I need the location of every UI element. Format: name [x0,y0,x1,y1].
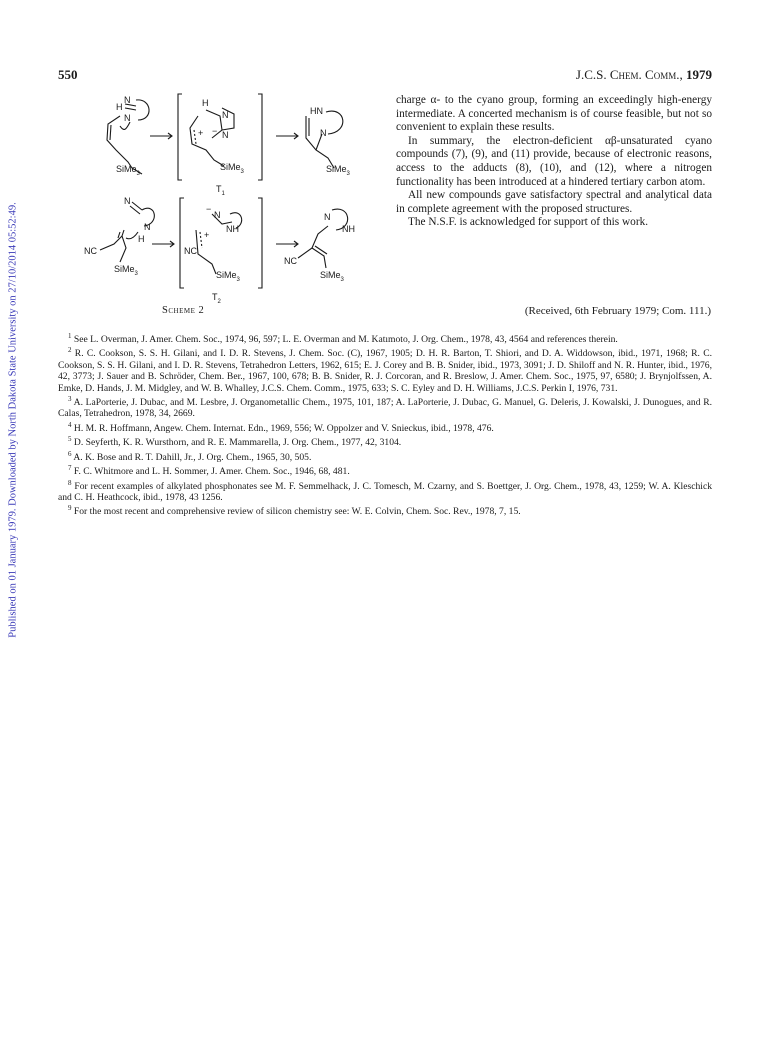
reference-item: $^6$ A. K. Bose and R. T. Dahill, Jr., J. Org. Chem., 1965, 30, 505. [68,449,312,463]
scheme-row1-product [306,106,351,177]
references [58,331,712,518]
download-watermark-text: Published on 01 January 1979. Downloaded by North Dakota State University on 27/10/2014 05:52:49. [7,202,19,638]
body-paragraph: charge α- to the cyano group, forming an exceedingly high-energy intermediate. A concerted mechanism is of course feasible, but not so convenient to explain these results. [396,94,712,134]
nc-label: NC [84,246,97,256]
sime3-label: SiMe$_3$ [220,162,244,175]
journal-year: 1979 [686,67,712,82]
download-watermark [4,180,22,660]
nc-label: NC [284,256,297,266]
hn-label: HN [310,106,323,116]
n-label: N [222,110,229,120]
reaction-arrow [150,133,172,139]
n-label: N [124,196,131,206]
nc-label: NC [184,246,197,256]
n-label: N [324,212,331,222]
t1-label: $T_1$ [216,184,225,197]
page-number: 550 [58,67,78,82]
reaction-arrow [276,241,298,247]
sime3-label: SiMe$_3$ [326,164,350,177]
reference-item: $^8$ For recent examples of alkylated phosphonates see M. F. Semmelhack, J. C. Tomesch, M. Czarny, and S. Boettger, J. Org. Chem., 1978, 43, 1259; W. A. Kleschick and C. H. Heathcock, ibid., 1978, 43 1256. [58,478,712,504]
body-text [396,94,712,230]
n-label: N [124,95,131,105]
running-header: J.C.S. Chem. Comm., 1979 [575,67,712,82]
reaction-arrow [152,241,174,247]
t2-label: $T_2$ [212,292,221,303]
sime3-label: SiMe$_3$ [216,270,240,283]
reference-item: $^2$ R. C. Cookson, S. S. H. Gilani, and I. D. R. Stevens, J. Chem. Soc. (C), 1967, 1905; D. H. R. Barton, T. Shiori, and D. A. Widdowson, ibid., 1971, 1968; R. C. Cookson, S. S. H. Gilani, and I. D. R. Stevens, Tetrahedron Letters, 1962, 615; E. J. Corey and B. B. Snider, ibid., 1973, 3091; J. D. Shiloff and N. R. Hunter, ibid., 1976, 42, 3773; J. Sauer and B. Schröder, Chem. Ber., 1967, 100, 678; B. B. Snider, R. J. Corcoran, and R. Breslow, J. Amer. Chem. Soc., 1975, 97, 6580; J. Brynjolfssen, A. Emke, D. Hands, J. M. Midgley, and W. B. Whalley, J.C.S. Chem. Comm., 1975, 633; S. C. Eyley and D. H. Williams, J.C.S. Perkin I, 1976, 731. [58,346,712,394]
sime3-label: SiMe$_3$ [116,164,140,177]
received-date: (Received, 6th February 1979; Com. 111.) [524,305,711,317]
n-label: N [222,130,229,140]
plus-label: + [204,230,210,240]
sime3-label: SiMe$_3$ [114,264,138,277]
reference-item: $^3$ A. LaPorterie, J. Dubac, and M. Lesbre, J. Organometallic Chem., 1975, 101, 187; A. LaPorterie, J. Dubac, G. Manuel, G. Deleris, J. Kowalski, J. Dunogues, and R. Calas, Tetrahedron, 1978, 34, 2669. [58,394,712,420]
body-paragraph: All new compounds gave satisfactory spectral and analytical data in complete agreement with the proposed structures. [396,189,712,215]
n-label: N [144,222,151,232]
body-paragraph: In summary, the electron-deficient αβ-unsaturated cyano compounds (7), (9), and (11) provide, because of electronic reasons, access to the adducts (8), (10), and (12), where a nitrogen functionality has been introduced at a hindered tertiary carbon atom. [396,134,712,188]
n-label: N [320,128,327,138]
journal-prefix: J.C.S. [575,67,607,82]
acknowledgement: The N.S.F. is acknowledged for support of this work. [408,216,649,229]
sime3-label: SiMe$_3$ [320,270,344,283]
reaction-scheme [80,88,380,303]
n-label: N [214,210,221,220]
minus-label: − [206,204,212,214]
h-label: H [116,102,123,112]
transition-state-t2 [180,198,262,303]
h-label: H [138,234,145,244]
reference-item: $^1$ See L. Overman, J. Amer. Chem. Soc., 1974, 96, 597; L. E. Overman and M. Katımoto, J. Org. Chem., 1978, 43, 4564 and references therein. [68,332,618,346]
scheme-row1-reactant [107,95,149,177]
scheme-caption: Scheme 2 [162,305,205,316]
h-label: H [202,98,209,108]
reference-item: $^7$ F. C. Whitmore and L. H. Sommer, J. Amer. Chem. Soc., 1946, 68, 481. [68,464,350,478]
plus-label: + [198,128,204,138]
reference-item: $^9$ For the most recent and comprehensive review of silicon chemistry see: W. E. Colvin, Chem. Soc. Rev., 1978, 7, 15. [68,504,521,518]
scheme-row2-reactant [84,196,154,277]
minus-label: − [212,126,218,136]
n-label: N [124,113,131,123]
nh-label: NH [226,224,239,234]
transition-state-t1 [178,94,262,197]
reaction-arrow [276,133,298,139]
nh-label: NH [342,224,355,234]
reference-item: $^5$ D. Seyferth, K. R. Wursthorn, and R. E. Mammarella, J. Org. Chem., 1977, 42, 3104. [68,435,402,449]
journal-name: Chem. Comm. [609,67,680,82]
reference-item: $^4$ H. M. R. Hoffmann, Angew. Chem. Internat. Edn., 1969, 556; W. Oppolzer and V. Snieckus, ibid., 1978, 476. [68,420,494,434]
